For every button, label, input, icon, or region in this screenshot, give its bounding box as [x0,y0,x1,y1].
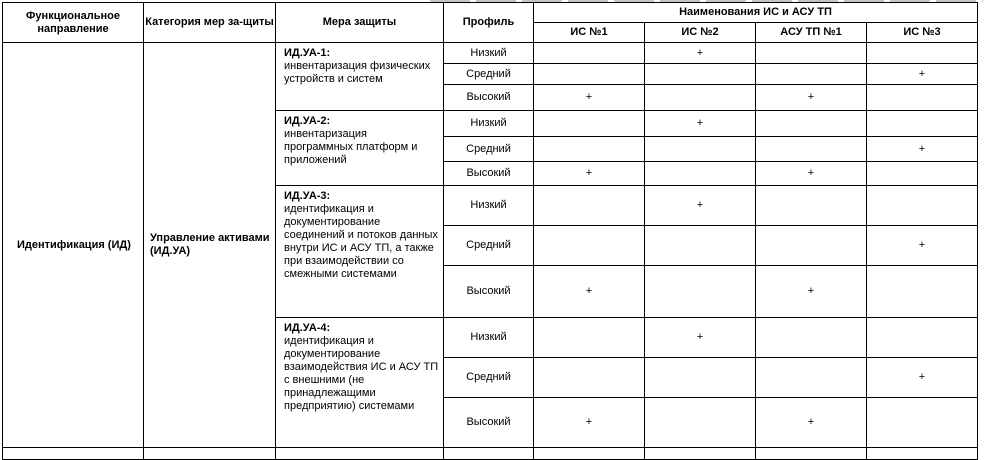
profile-cell: Средний [444,358,534,398]
measure-code: ИД.УА-2: [284,115,331,127]
measure-cell [276,186,444,318]
profile-cell: Высокий [444,266,534,318]
profile-cell: Низкий [444,111,534,137]
mark-cell [534,186,645,226]
mark-cell [534,137,645,162]
mark-cell [756,358,867,398]
mark-cell [534,318,645,358]
header-system: ИС №3 [867,23,978,43]
measure-text: инвентаризация программных платформ и приложений [284,128,418,166]
profile-cell: Средний [444,226,534,266]
mark-cell: + [867,358,978,398]
measure-cell [276,111,444,186]
mark-cell [645,398,756,448]
mark-cell [534,226,645,266]
mark-cell [645,266,756,318]
mark-cell [756,64,867,85]
mark-cell: + [867,226,978,266]
header-func-direction: Функциональное направление [3,3,144,43]
mark-cell: + [867,137,978,162]
profile-cell: Средний [444,64,534,85]
mark-cell: + [645,318,756,358]
mark-cell [756,43,867,64]
mark-cell [756,226,867,266]
category-cell: Управление активами (ИД.УА) [144,43,276,448]
measure-text: инвентаризация физических устройств и систем [284,60,431,85]
mark-cell [867,398,978,448]
profile-cell: Высокий [444,85,534,111]
mark-cell [534,358,645,398]
measure-cell [276,43,444,111]
mark-cell [756,318,867,358]
measure-code: ИД.УА-1: [284,47,331,59]
profile-cell: Высокий [444,162,534,186]
header-system: АСУ ТП №1 [756,23,867,43]
mark-cell [756,137,867,162]
mark-cell [645,64,756,85]
mark-cell [867,318,978,358]
mark-cell: + [756,85,867,111]
mark-cell [645,137,756,162]
profile-cell: Высокий [444,398,534,448]
mark-cell [645,85,756,111]
header-measure: Мера защиты [276,3,444,43]
mark-cell: + [645,186,756,226]
measure-code: ИД.УА-4: [284,322,331,334]
mark-cell [645,162,756,186]
mark-cell: + [534,162,645,186]
mark-cell [534,111,645,137]
profile-cell: Низкий [444,318,534,358]
mark-cell: + [534,266,645,318]
mark-cell [867,85,978,111]
mark-cell [645,358,756,398]
profile-cell: Средний [444,137,534,162]
mark-cell: + [756,398,867,448]
mark-cell: + [756,162,867,186]
mark-cell: + [534,398,645,448]
mark-cell [534,43,645,64]
mark-cell [867,111,978,137]
mark-cell: + [645,43,756,64]
mark-cell [867,43,978,64]
header-system: ИС №1 [534,23,645,43]
measure-cell [276,318,444,448]
header-profile: Профиль [444,3,534,43]
mark-cell [534,64,645,85]
profile-cell: Низкий [444,43,534,64]
func-direction-cell: Идентификация (ИД) [3,43,144,448]
mark-cell [867,162,978,186]
header-category: Категория мер за-щиты [144,3,276,43]
mark-cell [756,111,867,137]
measure-text: идентификация и документирование соединений и потоков данных внутри ИС и АСУ ТП, а также при взаимодействии со смежными системами [284,203,438,280]
mark-cell [867,266,978,318]
profile-cell: Низкий [444,186,534,226]
measure-code: ИД.УА-3: [284,190,331,202]
mark-cell [867,186,978,226]
header-system: ИС №2 [645,23,756,43]
mark-cell: + [756,266,867,318]
mark-cell: + [867,64,978,85]
header-systems-group: Наименования ИС и АСУ ТП [534,3,978,23]
protection-measures-table [2,2,978,460]
mark-cell [645,226,756,266]
mark-cell: + [645,111,756,137]
measure-text: идентификация и документирование взаимодействия ИС и АСУ ТП с внешними (не принадлежащими предприятию) системами [284,335,439,412]
mark-cell: + [534,85,645,111]
mark-cell [756,186,867,226]
